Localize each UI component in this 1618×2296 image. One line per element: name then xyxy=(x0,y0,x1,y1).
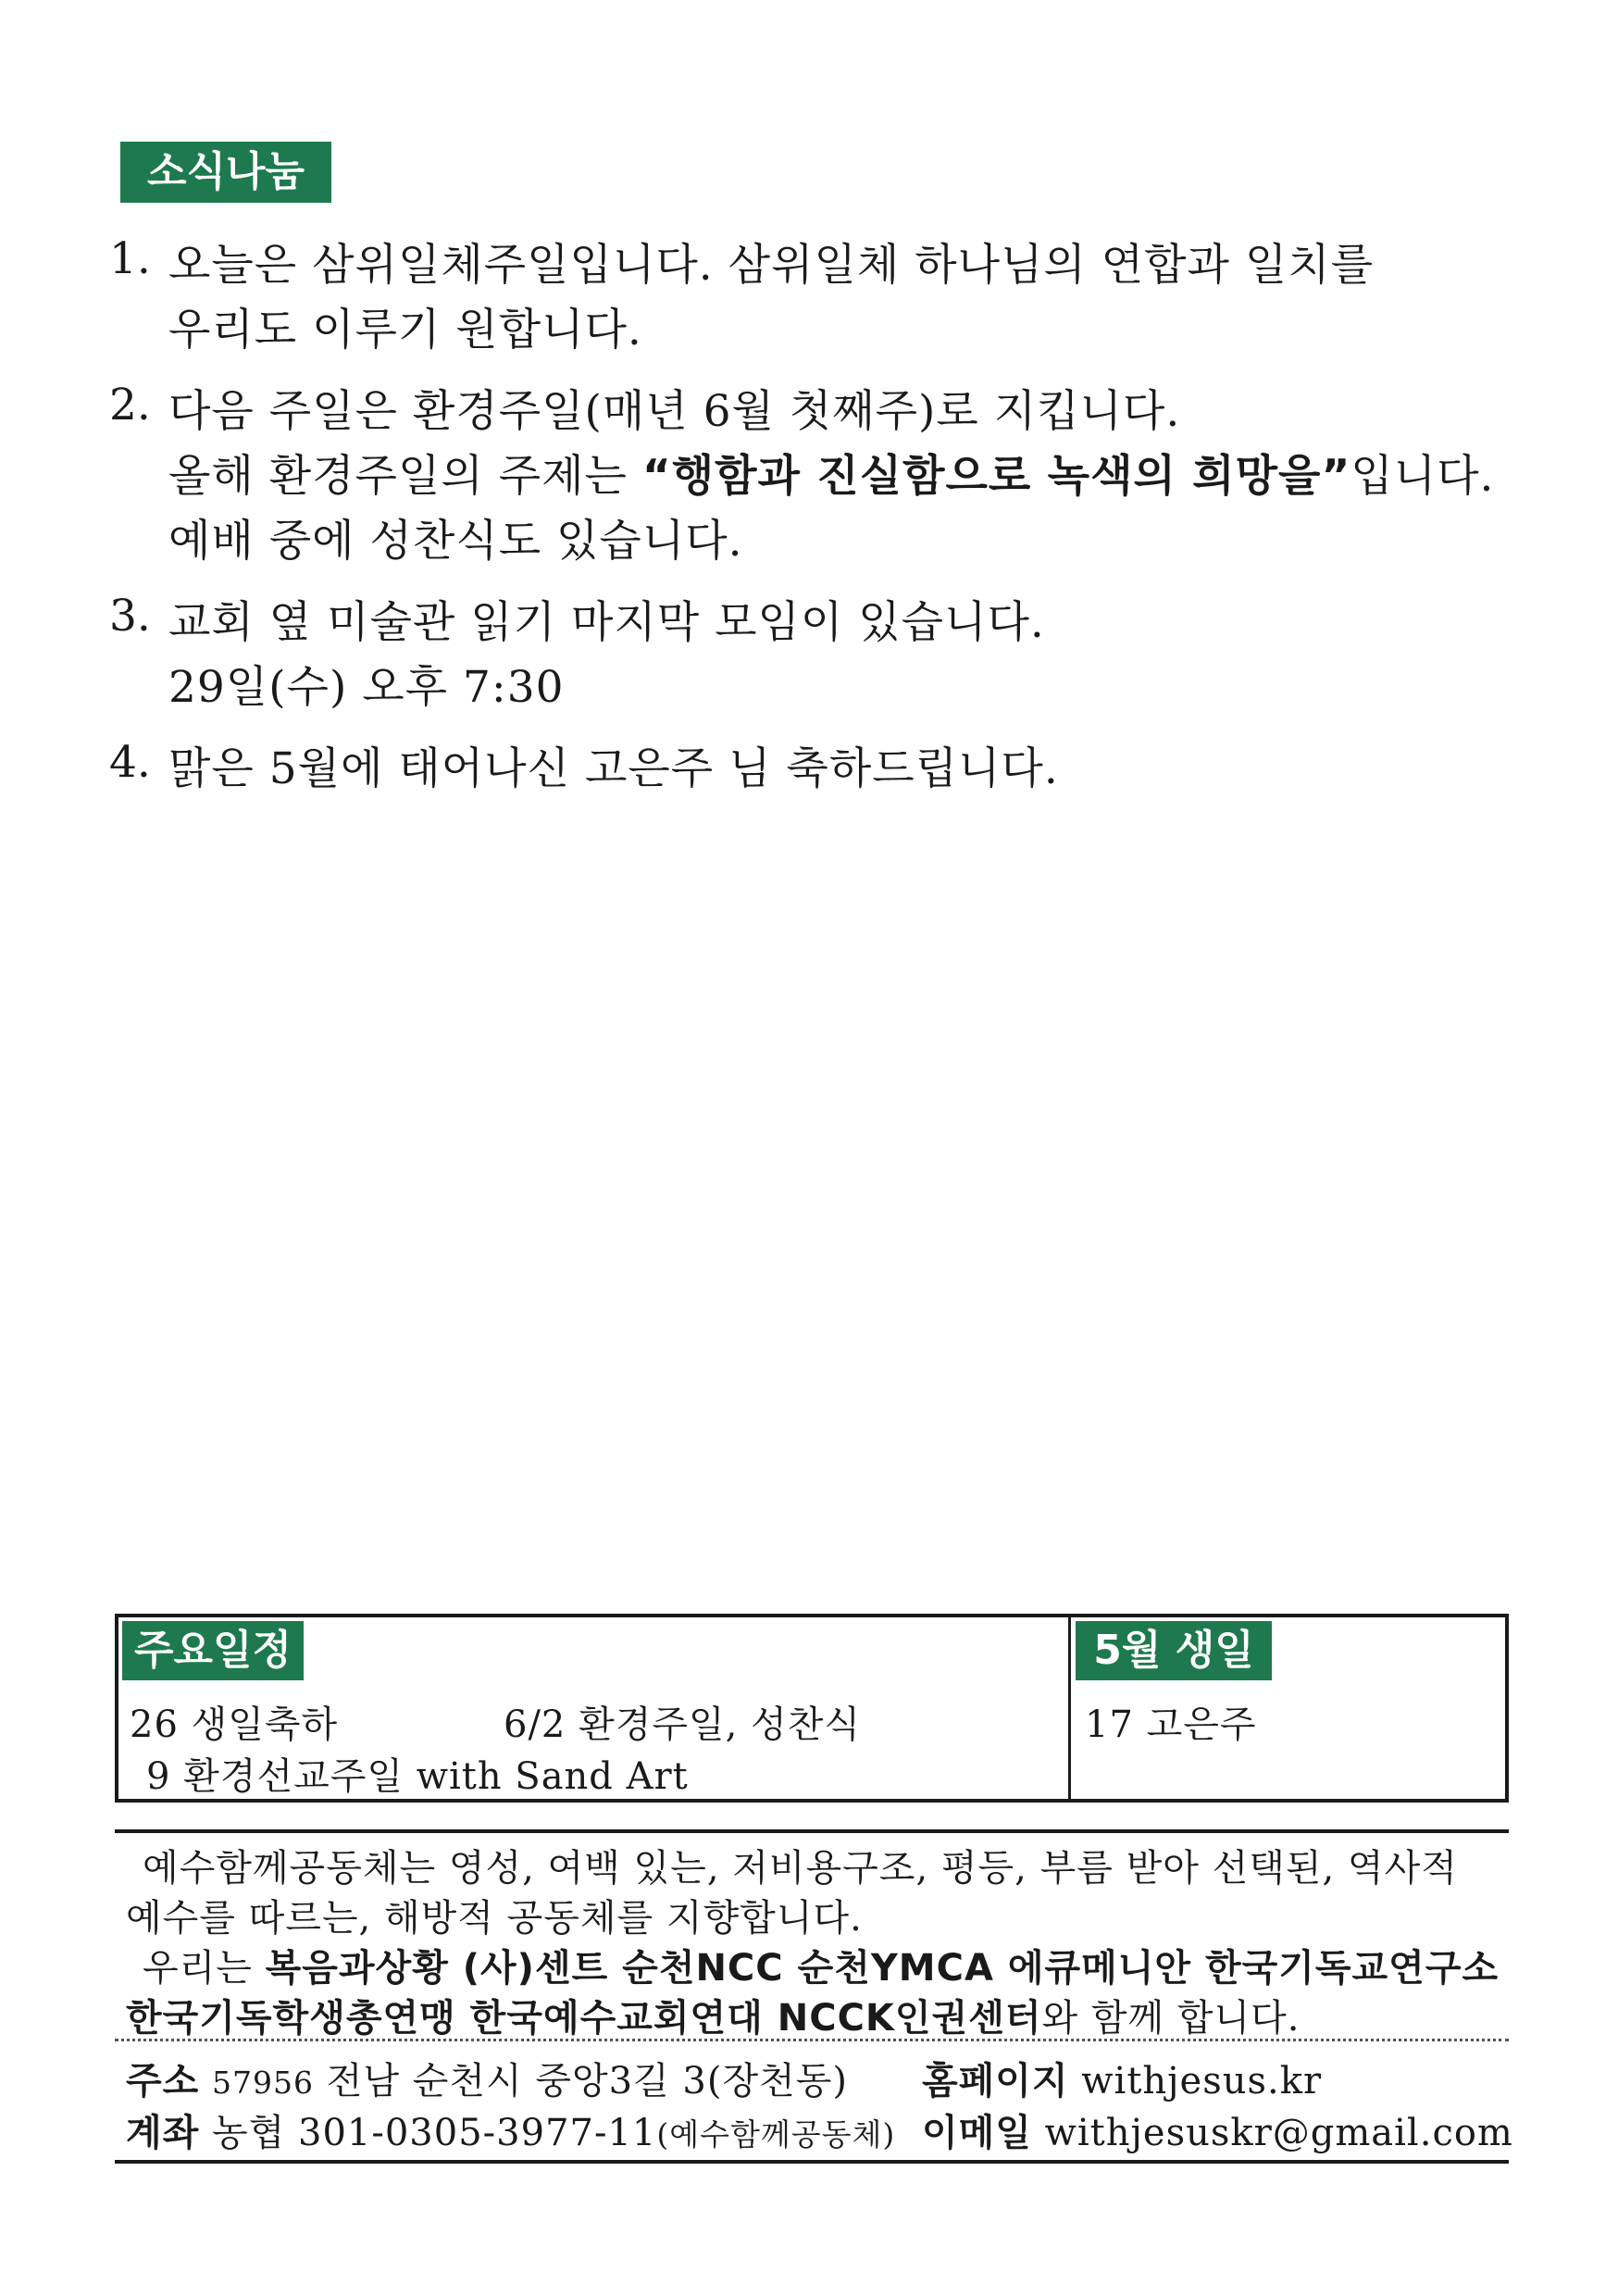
item-number: 1. xyxy=(109,233,151,284)
schedule-entry: 6/2 환경주일, 성찬식 xyxy=(504,1703,861,1746)
item-number: 3. xyxy=(109,591,151,642)
news-text: 맑은 5월에 태어나신 고은주 님 축하드립니다. xyxy=(168,743,1059,794)
partners-line xyxy=(126,1989,1300,2041)
account-number: 농협 301-0305-3977-11 xyxy=(212,2112,657,2154)
partners-intro: 우리는 xyxy=(143,1947,266,1990)
partners-list: 한국기독학생총연맹 한국예수교회연대 NCCK인권센터 xyxy=(126,1997,1042,2040)
birthday-title: 5월 생일 xyxy=(1076,1621,1272,1680)
vision-statement: 예수함께공동체는 영성, 여백 있는, 저비용구조, 평등, 부름 받아 선택된, 역사적 xyxy=(143,1847,1458,1890)
news-text: 다음 주일은 환경주일(매년 6월 첫째주)로 지킵니다. xyxy=(168,386,1181,437)
news-text: 우리도 이루기 원합니다. xyxy=(168,305,642,356)
column-divider xyxy=(1068,1617,1071,1799)
item-number: 4. xyxy=(109,737,151,788)
email-label: 이메일 xyxy=(922,2112,1032,2154)
homepage-label: 홈페이지 xyxy=(922,2060,1069,2103)
news-text: 오늘은 삼위일체주일입니다. 삼위일체 하나님의 연합과 일치를 xyxy=(168,240,1375,291)
address-label: 주소 xyxy=(126,2060,200,2103)
news-text: 29일(수) 오후 7:30 xyxy=(168,662,565,713)
divider xyxy=(115,2160,1509,2164)
email-row xyxy=(922,2103,1513,2156)
homepage-link[interactable]: withjesus.kr xyxy=(1081,2060,1323,2103)
news-text xyxy=(168,444,1516,509)
address-row xyxy=(126,2052,848,2104)
account-label: 계좌 xyxy=(126,2112,200,2154)
partners-list: 복음과상황 (사)센트 순천NCC 순천YMCA 에큐메니안 한국기독교연구소 xyxy=(265,1947,1500,1990)
schedule-box xyxy=(115,1614,1509,1803)
schedule-entry: 9 환경선교주일 with Sand Art xyxy=(146,1755,689,1798)
dotted-divider xyxy=(115,2039,1509,2041)
schedule-title: 주요일정 xyxy=(122,1621,304,1680)
news-item-2 xyxy=(109,380,1516,574)
email-link[interactable]: withjesuskr@gmail.com xyxy=(1044,2112,1513,2154)
news-item-4 xyxy=(109,737,1516,802)
account-holder: (예수함께공동체) xyxy=(656,2116,896,2152)
environment-theme: “행함과 진실함으로 녹색의 희망을” xyxy=(641,451,1351,502)
theme-intro: 올해 환경주일의 주제는 xyxy=(168,451,642,502)
birthday-entry: 17 고은주 xyxy=(1085,1703,1257,1746)
divider xyxy=(115,1829,1509,1833)
homepage-row xyxy=(922,2052,1322,2104)
news-list xyxy=(109,233,1516,818)
news-text: 예배 중에 성찬식도 있습니다. xyxy=(168,516,743,567)
postcode: 57956 xyxy=(212,2065,314,2101)
partners-line xyxy=(143,1939,1499,1991)
news-item-1 xyxy=(109,233,1516,363)
item-number: 2. xyxy=(109,380,151,430)
address: 전남 순천시 중앙3길 3(장천동) xyxy=(326,2060,848,2103)
account-row xyxy=(126,2103,895,2156)
news-item-3 xyxy=(109,591,1516,720)
schedule-entry: 26 생일축하 xyxy=(130,1703,339,1746)
vision-statement: 예수를 따르는, 해방적 공동체를 지향합니다. xyxy=(126,1897,863,1940)
news-section-title: 소식나눔 xyxy=(120,142,331,203)
news-text: 교회 옆 미술관 읽기 마지막 모임이 있습니다. xyxy=(168,597,1045,648)
partners-suffix: 와 함께 합니다. xyxy=(1041,1997,1301,2040)
theme-suffix: 입니다. xyxy=(1350,451,1495,502)
